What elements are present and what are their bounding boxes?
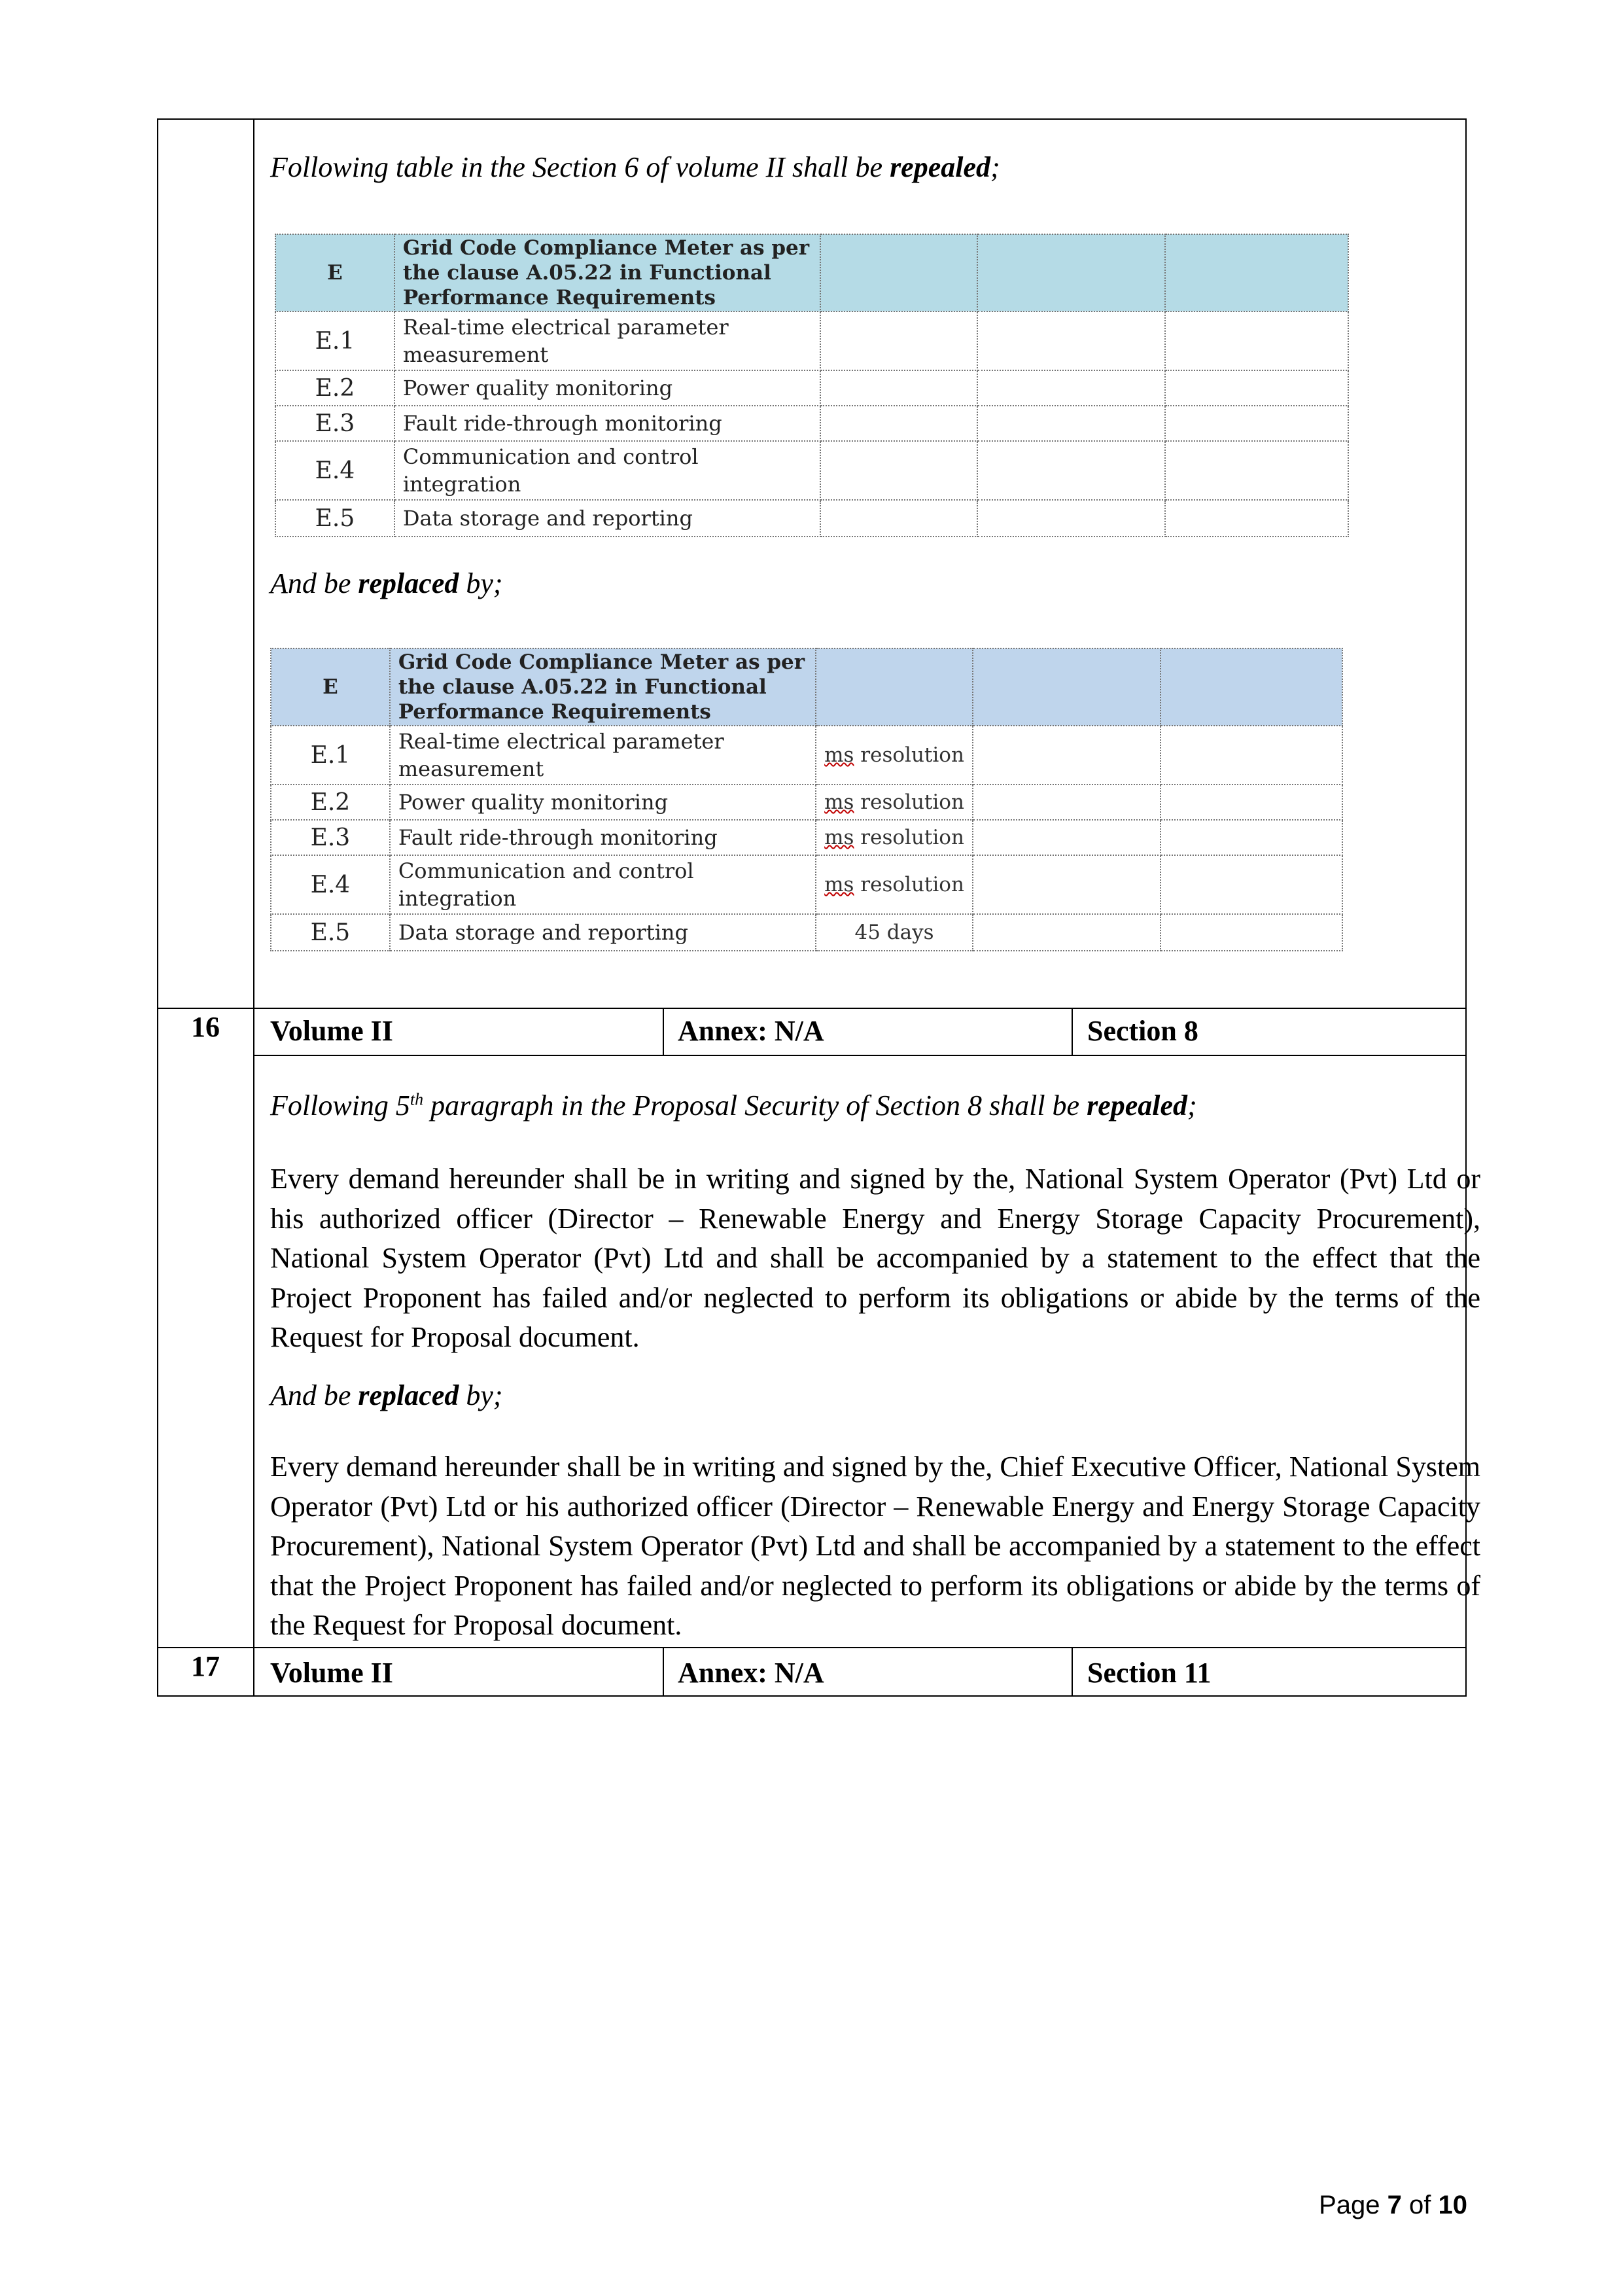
- row-value: [816, 726, 973, 785]
- replaced-bold: replaced: [358, 567, 459, 599]
- row-item: Fault ride-through monitoring: [394, 406, 820, 441]
- page-number-of: of: [1401, 2191, 1439, 2219]
- row-value-text: resolution: [854, 873, 964, 896]
- row-value: [816, 785, 973, 820]
- table-row: [275, 500, 1348, 537]
- table-row: [275, 311, 1348, 370]
- row16-top-border: [157, 1008, 1467, 1009]
- row-code: E.2: [275, 370, 394, 406]
- row-item: Communication and control integration: [394, 441, 820, 500]
- row16-replaced-bold: replaced: [358, 1379, 459, 1411]
- row-value: [816, 855, 973, 914]
- row16-replaced-suffix: by;: [459, 1379, 503, 1411]
- row-code: E.4: [275, 441, 394, 500]
- row-value: [820, 370, 977, 406]
- new-table-header-title: Grid Code Compliance Meter as per the clause A.05.22 in Functional Performance Requirements: [390, 648, 816, 726]
- row17-volume: Volume II: [270, 1657, 393, 1689]
- repeal-intro-bold: repealed: [890, 151, 990, 183]
- row17-divider-1: [663, 1647, 664, 1697]
- row-value: [820, 500, 977, 537]
- table-row: [271, 914, 1342, 951]
- row-code: E.2: [271, 785, 390, 820]
- row17-annex: Annex: N/A: [678, 1657, 824, 1689]
- row16-volume: Volume II: [270, 1015, 393, 1047]
- row17-divider-2: [1072, 1647, 1073, 1697]
- new-table-header-row: [271, 648, 1342, 726]
- row-item: Power quality monitoring: [390, 785, 816, 820]
- row-value-unit: ms: [824, 826, 854, 849]
- row16-section: Section 8: [1087, 1015, 1198, 1047]
- row-value: [820, 311, 977, 370]
- replaced-line: [270, 567, 503, 600]
- old-table-header-title: Grid Code Compliance Meter as per the clause A.05.22 in Functional Performance Requirements: [394, 234, 820, 311]
- row16-intro-mid: paragraph in the Proposal Security of Section 8 shall be: [423, 1089, 1087, 1122]
- row-value: [816, 914, 973, 951]
- replaced-text: And be: [270, 567, 358, 599]
- repeal-intro-text: Following table in the Section 6 of volume II shall be: [270, 151, 890, 183]
- row-item: Data storage and reporting: [390, 914, 816, 951]
- repeal-intro-suffix: ;: [990, 151, 1000, 183]
- row-code: E.1: [271, 726, 390, 785]
- new-table-header-code: E: [271, 648, 390, 726]
- row16-annex: Annex: N/A: [678, 1015, 824, 1047]
- page-number-prefix: Page: [1319, 2191, 1387, 2219]
- old-table-header-code: E: [275, 234, 394, 311]
- table-row: [271, 785, 1342, 820]
- table-row: [271, 726, 1342, 785]
- old-table-header-row: [275, 234, 1348, 311]
- row-code: E.4: [271, 855, 390, 914]
- row-code: E.1: [275, 311, 394, 370]
- page-number-total: 10: [1438, 2191, 1467, 2219]
- replaced-suffix: by;: [459, 567, 503, 599]
- row16-intro-sup: th: [410, 1089, 424, 1109]
- row-value-text: resolution: [854, 790, 964, 814]
- row17-number: 17: [191, 1650, 220, 1682]
- row16-divider-1: [663, 1008, 664, 1055]
- table-row: [275, 441, 1348, 500]
- repeal-intro-line: [270, 150, 1000, 184]
- row-code: E.3: [271, 820, 390, 855]
- row16-intro-text: Following 5: [270, 1089, 410, 1122]
- row-code: E.5: [275, 500, 394, 537]
- table-row: [275, 370, 1348, 406]
- row-item: Real-time electrical parameter measurement: [390, 726, 816, 785]
- row-item: Fault ride-through monitoring: [390, 820, 816, 855]
- row17-top-border: [157, 1647, 1467, 1648]
- row16-intro-bold: repealed: [1087, 1089, 1188, 1122]
- row-value-text: resolution: [854, 826, 964, 849]
- row-item: Real-time electrical parameter measurement: [394, 311, 820, 370]
- table-row: [275, 406, 1348, 441]
- table-row: [271, 855, 1342, 914]
- row-value-unit: ms: [824, 873, 854, 896]
- row-value-text: 45 days: [854, 921, 934, 944]
- row16-intro-line: [270, 1089, 1197, 1122]
- number-column-divider: [253, 118, 254, 1697]
- old-compliance-table: [275, 234, 1349, 537]
- page-number-current: 7: [1387, 2191, 1402, 2219]
- row16-replaced-line: [270, 1379, 503, 1412]
- table-row: [271, 820, 1342, 855]
- row-code: E.3: [275, 406, 394, 441]
- row16-number: 16: [191, 1011, 220, 1043]
- new-compliance-table: [270, 648, 1343, 951]
- row-code: E.5: [271, 914, 390, 951]
- row16-new-paragraph: Every demand hereunder shall be in writing and signed by the, Chief Executive Officer, National System Operator (Pvt) Ltd or his authorized officer (Director – Renewable Energy and Energy Storage Capacity Procurement), National System Operator (Pvt) Ltd and shall be accompanied by a statement to the effect that the Project Proponent has failed and/or neglected to perform its obligations or abide by the terms of the Request for Proposal document.: [270, 1451, 1480, 1641]
- row16-divider-2: [1072, 1008, 1073, 1055]
- row-value-unit: ms: [824, 743, 854, 767]
- page-number: [1319, 2191, 1467, 2220]
- row-item: Data storage and reporting: [394, 500, 820, 537]
- row16-header-bottom-border: [253, 1055, 1467, 1056]
- row-value-text: resolution: [854, 743, 964, 767]
- row-value-unit: ms: [824, 790, 854, 814]
- row16-intro-suffix: ;: [1187, 1089, 1197, 1122]
- row-item: Power quality monitoring: [394, 370, 820, 406]
- row-value: [820, 406, 977, 441]
- row16-old-paragraph: Every demand hereunder shall be in writing and signed by the, National System Operator (Pvt) Ltd or his authorized officer (Director – Renewable Energy and Energy Storage Capacity Procurement), National System Operator (Pvt) Ltd and shall be accompanied by a statement to the effect that the Project Proponent has failed and/or neglected to perform its obligations or abide by the terms of the Request for Proposal document.: [270, 1163, 1480, 1353]
- row-item: Communication and control integration: [390, 855, 816, 914]
- row16-replaced-text: And be: [270, 1379, 358, 1411]
- row-value: [820, 441, 977, 500]
- row-value: [816, 820, 973, 855]
- row17-section: Section 11: [1087, 1657, 1212, 1689]
